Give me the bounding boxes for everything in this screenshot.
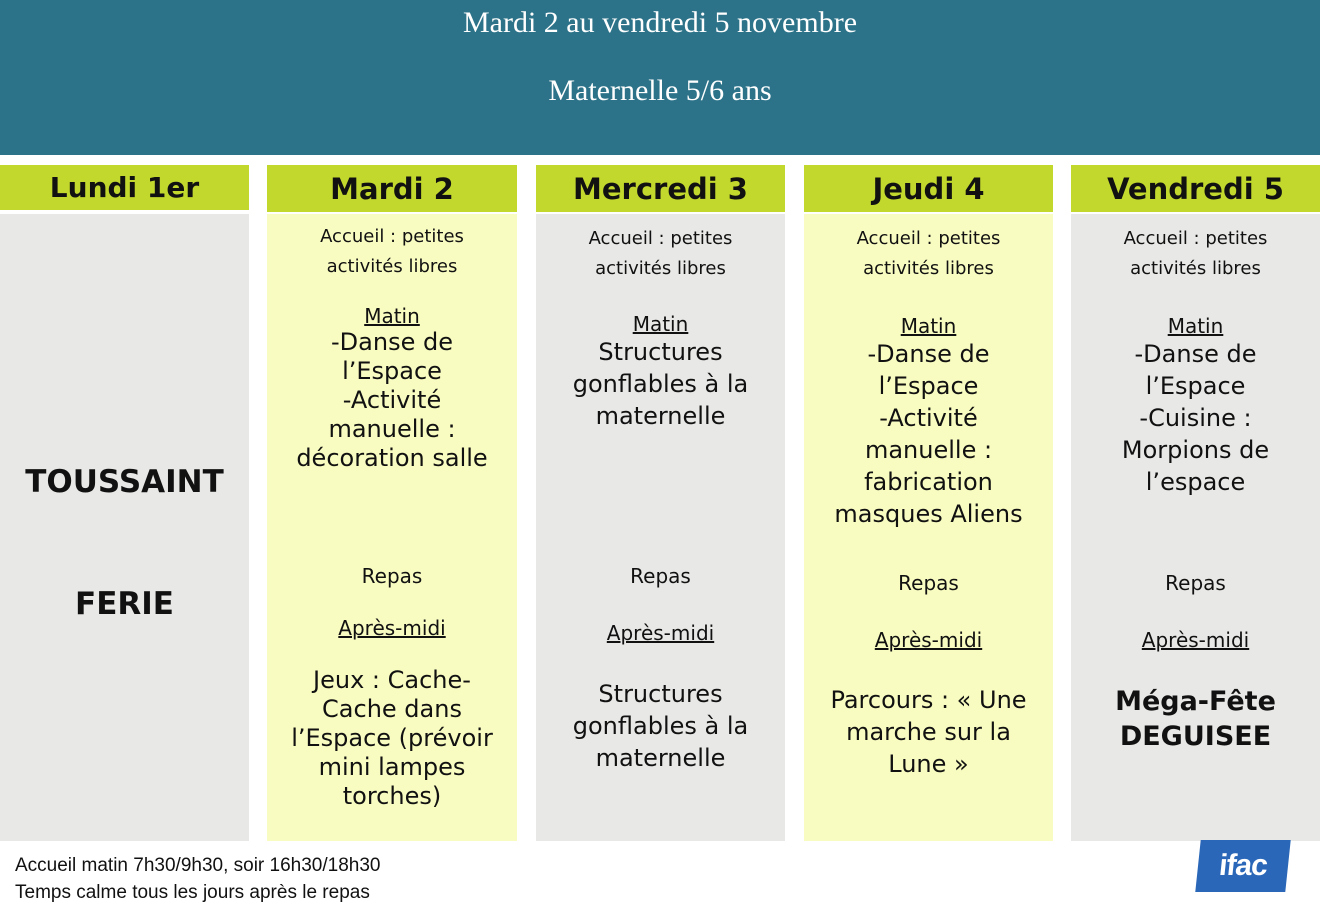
afternoon-activities: Structures gonflables à la maternelle [572,680,749,772]
morning-block [804,314,1053,530]
day-header: Lundi 1er [0,165,249,210]
afternoon-activities: Méga-Fête DEGUISEE [1115,686,1276,752]
day-body [804,214,1053,841]
day-column-friday [1071,165,1320,752]
footer-quiet-time: Temps calme tous les jours après le repas [15,882,370,903]
holiday-name: TOUSSAINT [25,464,224,500]
morning-label: Matin [364,304,420,328]
day-body [536,214,785,841]
accueil-text: Accueil : petites activités libres [320,226,464,277]
day-header: Jeudi 4 [804,165,1053,212]
morning-activities: -Danse de l’Espace -Activité manuelle : décoration salle [296,328,488,472]
lunch-label: Repas [630,564,691,588]
day-body [1071,214,1320,841]
day-body [0,214,249,841]
logo-text: ifac [1217,849,1269,882]
day-header: Mardi 2 [267,165,517,212]
morning-label: Matin [632,312,689,336]
morning-label: Matin [1167,314,1224,338]
day-column-thursday [804,165,1053,778]
accueil-text: Accueil : petites activités libres [856,228,1001,279]
footer-notes [15,852,380,906]
day-header: Mercredi 3 [536,165,785,212]
day-column-monday [0,165,249,622]
afternoon-label: Après-midi [606,621,715,645]
accueil-text: Accueil : petites activités libres [1123,228,1268,279]
afternoon-label: Après-midi [874,628,983,652]
morning-activities: -Danse de l’Espace -Cuisine : Morpions de l’espace [1121,340,1270,496]
afternoon-activities: Parcours : « Une marche sur la Lune » [830,686,1027,778]
page-subtitle: Maternelle 5/6 ans [548,74,772,107]
day-body [267,214,517,841]
page-title: Mardi 2 au vendredi 5 novembre [462,6,858,39]
lunch-label: Repas [898,571,959,595]
day-header: Vendredi 5 [1071,165,1320,212]
morning-block [267,304,517,473]
accueil-text: Accueil : petites activités libres [588,228,733,279]
afternoon-label: Après-midi [338,616,446,640]
morning-activities: -Danse de l’Espace -Activité manuelle : fabrication masques Aliens [834,340,1023,528]
footer-hours: Accueil matin 7h30/9h30, soir 16h30/18h30 [15,855,381,876]
holiday-status: FERIE [75,586,174,622]
morning-block [536,312,785,432]
day-column-wednesday [536,165,785,772]
lunch-label: Repas [1165,571,1226,595]
lunch-label: Repas [361,564,423,588]
ifac-logo [1195,840,1290,892]
morning-activities: Structures gonflables à la maternelle [572,338,749,430]
day-column-tuesday [267,165,517,810]
afternoon-activities: Jeux : Cache- Cache dans l’Espace (prévoir mini lampes torches) [291,666,493,810]
afternoon-label: Après-midi [1141,628,1250,652]
morning-block [1071,314,1320,498]
morning-label: Matin [900,314,957,338]
header-banner [0,0,1320,155]
